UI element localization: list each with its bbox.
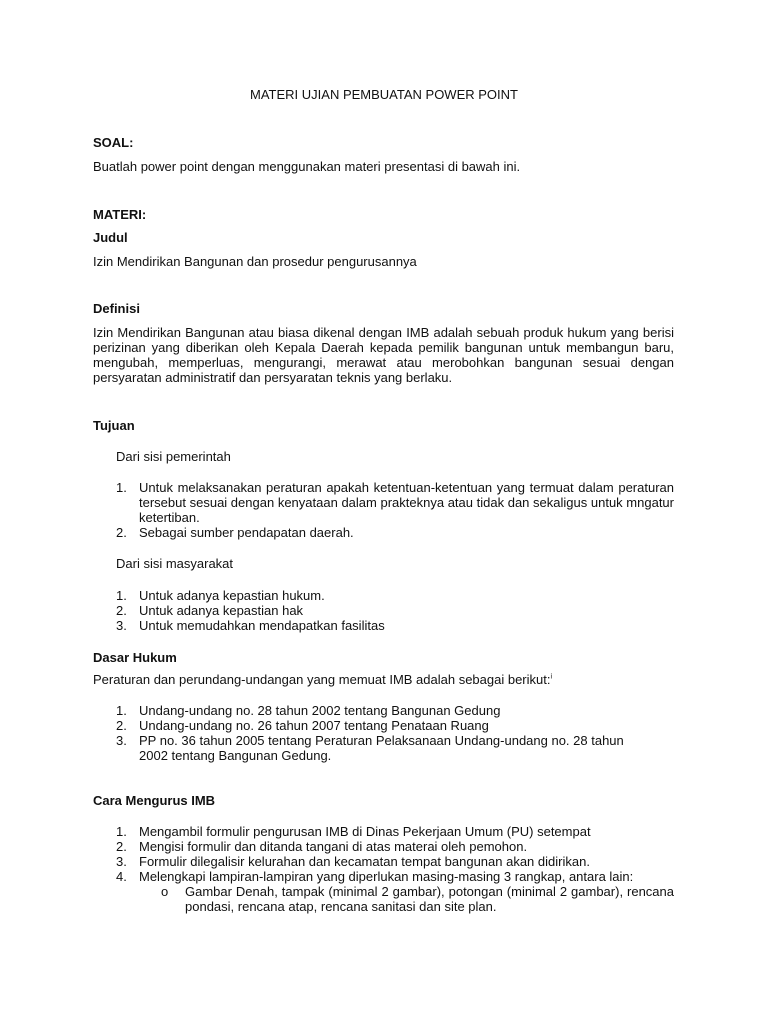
- list-number: 1.: [116, 480, 127, 495]
- dasar-hukum-intro: [93, 672, 674, 687]
- list-number: 2.: [116, 603, 127, 618]
- sub-list-item: [139, 884, 674, 914]
- list-number: 1.: [116, 703, 127, 718]
- list-text: Mengisi formulir dan ditanda tangani di atas materai oleh pemohon.: [139, 839, 528, 854]
- cara-mengurus-heading: Cara Mengurus IMB: [93, 793, 216, 808]
- footnote-mark: i: [550, 673, 553, 681]
- list-number: 1.: [116, 824, 127, 839]
- list-item: [116, 480, 674, 525]
- dasar-hukum-heading: Dasar Hukum: [93, 650, 177, 665]
- list-number: 2.: [116, 525, 127, 540]
- bullet-o-icon: o: [161, 884, 169, 899]
- masyarakat-label: Dari sisi masyarakat: [116, 556, 234, 571]
- soal-heading: SOAL:: [93, 135, 134, 150]
- judul-text: Izin Mendirikan Bangunan dan prosedur pengurusannya: [93, 254, 417, 269]
- list-item: [116, 824, 674, 839]
- definisi-text: Izin Mendirikan Bangunan atau biasa dikenal dengan IMB adalah sebuah produk hukum yang berisi perizinan yang diberikan oleh Kepala Daerah kepada pemilik bangunan untuk membangun baru, mengubah, memperluas, mengurangi, merawat atau merobohkan bangunan sesuai dengan persyaratan administratif dan persyaratan teknis yang berlaku.: [93, 325, 674, 385]
- list-number: 2.: [116, 718, 127, 733]
- list-item: [116, 839, 674, 854]
- list-item: [116, 854, 674, 869]
- sub-list-text: Gambar Denah, tampak (minimal 2 gambar), potongan (minimal 2 gambar), rencana pondasi, rencana atap, rencana sanitasi dan site plan.: [185, 884, 674, 914]
- list-item: [116, 618, 674, 633]
- list-item: [116, 718, 674, 733]
- list-text: Mengambil formulir pengurusan IMB di Dinas Pekerjaan Umum (PU) setempat: [139, 824, 591, 839]
- list-text: PP no. 36 tahun 2005 tentang Peraturan Pelaksanaan Undang-undang no. 28 tahun 2002 tentang Bangunan Gedung.: [139, 733, 624, 763]
- masyarakat-list: [116, 588, 674, 633]
- judul-heading: Judul: [93, 230, 128, 245]
- definisi-heading: Definisi: [93, 301, 140, 316]
- list-text: Melengkapi lampiran-lampiran yang diperlukan masing-masing 3 rangkap, antara lain:: [139, 869, 634, 884]
- tujuan-heading: Tujuan: [93, 418, 135, 433]
- list-item: [116, 733, 674, 763]
- list-number: 2.: [116, 839, 127, 854]
- list-text: Undang-undang no. 26 tahun 2007 tentang Penataan Ruang: [139, 718, 489, 733]
- pemerintah-label: Dari sisi pemerintah: [116, 449, 231, 464]
- materi-heading: MATERI:: [93, 207, 147, 222]
- list-item: [116, 869, 674, 914]
- list-number: 3.: [116, 733, 127, 748]
- list-text: Sebagai sumber pendapatan daerah.: [139, 525, 354, 540]
- dasar-hukum-list: [116, 703, 674, 763]
- list-text: Untuk melaksanakan peraturan apakah ketentuan-ketentuan yang termuat dalam peraturan tersebut sesuai dengan kenyataan dalam prakteknya atau tidak dan sekaligus untuk mngatur ketertiban.: [139, 480, 674, 525]
- cara-mengurus-list: [116, 824, 674, 914]
- list-item: [116, 588, 674, 603]
- list-text: Undang-undang no. 28 tahun 2002 tentang Bangunan Gedung: [139, 703, 501, 718]
- soal-text: Buatlah power point dengan menggunakan materi presentasi di bawah ini.: [93, 159, 521, 174]
- document-title: MATERI UJIAN PEMBUATAN POWER POINT: [250, 87, 518, 102]
- list-item: [116, 703, 674, 718]
- pemerintah-list: [116, 480, 674, 540]
- list-item: [116, 525, 674, 540]
- list-number: 1.: [116, 588, 127, 603]
- list-text: Untuk adanya kepastian hak: [139, 603, 304, 618]
- list-text: Untuk adanya kepastian hukum.: [139, 588, 325, 603]
- dasar-hukum-intro-text: Peraturan dan perundang-undangan yang memuat IMB adalah sebagai berikut:: [93, 672, 551, 687]
- list-text: Untuk memudahkan mendapatkan fasilitas: [139, 618, 385, 633]
- list-number: 4.: [116, 869, 127, 884]
- list-item: [116, 603, 674, 618]
- list-number: 3.: [116, 618, 127, 633]
- list-number: 3.: [116, 854, 127, 869]
- list-text: Formulir dilegalisir kelurahan dan kecamatan tempat bangunan akan didirikan.: [139, 854, 590, 869]
